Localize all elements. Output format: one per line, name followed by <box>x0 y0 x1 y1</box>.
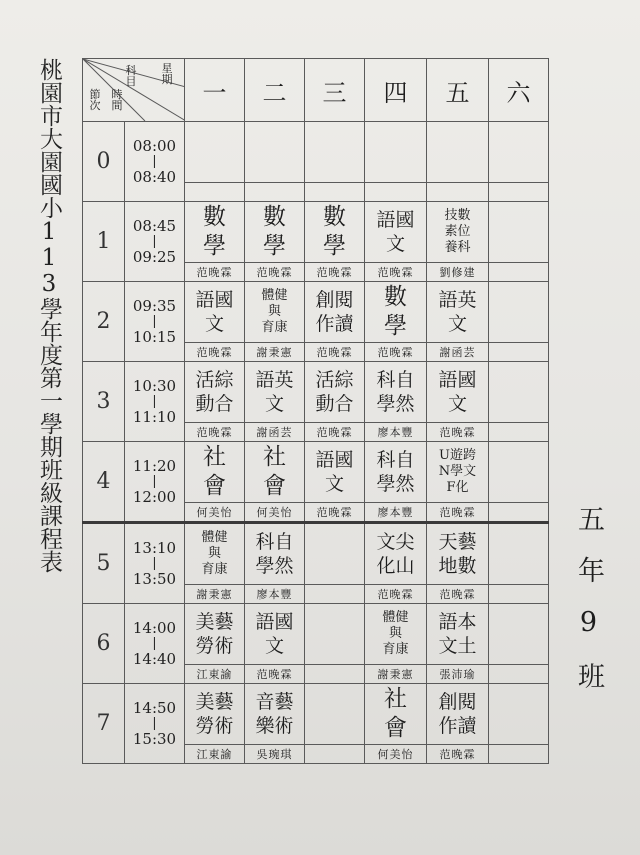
subject-cell: 體健 與 育康 <box>245 282 305 343</box>
subject-cell <box>305 604 365 665</box>
teacher-cell: 范晚霖 <box>185 263 245 282</box>
period-row <box>83 523 549 585</box>
subject-cell: 社 會 <box>365 684 427 745</box>
subject-cell: 語國 文 <box>427 362 489 423</box>
subject-cell: 天藝 地數 <box>427 523 489 585</box>
header-row <box>83 59 549 122</box>
subject-cell <box>305 523 365 585</box>
teacher-cell: 謝函芸 <box>427 343 489 362</box>
start-time: 09:35 <box>132 296 177 315</box>
subject-cell: 科自 學然 <box>365 362 427 423</box>
corner-label-time: 時間 <box>111 88 123 112</box>
teacher-cell <box>245 183 305 202</box>
subject-cell <box>489 684 549 745</box>
teacher-cell <box>489 263 549 282</box>
period-number: 5 <box>83 523 125 604</box>
period-time <box>125 684 185 764</box>
period-time <box>125 282 185 362</box>
subject-cell: 活綜 動合 <box>305 362 365 423</box>
time-separator: | <box>152 715 157 731</box>
subject-cell: 科自 學然 <box>365 442 427 503</box>
subject-cell: 語國 文 <box>245 604 305 665</box>
teacher-cell: 何美怡 <box>365 745 427 764</box>
teacher-cell <box>305 665 365 684</box>
teacher-cell: 范晚霖 <box>185 423 245 442</box>
teacher-cell: 江東諭 <box>185 745 245 764</box>
teacher-cell <box>427 183 489 202</box>
start-time: 14:00 <box>132 618 177 637</box>
time-separator: | <box>152 555 157 571</box>
period-time <box>125 604 185 684</box>
subject-cell: 科自 學然 <box>245 523 305 585</box>
teacher-cell <box>365 183 427 202</box>
period-time <box>125 362 185 442</box>
teacher-cell <box>489 343 549 362</box>
start-time: 10:30 <box>132 376 177 395</box>
time-separator: | <box>152 635 157 651</box>
class-label: 五年9班 <box>573 505 604 713</box>
teacher-cell: 何美怡 <box>245 503 305 523</box>
subject-cell: 語國 文 <box>365 202 427 263</box>
subject-cell: 語英 文 <box>427 282 489 343</box>
teacher-cell: 江東諭 <box>185 665 245 684</box>
subject-cell: 美藝 勞術 <box>185 604 245 665</box>
end-time: 09:25 <box>132 247 177 266</box>
subject-cell <box>489 122 549 183</box>
subject-cell: 活綜 動合 <box>185 362 245 423</box>
teacher-cell <box>489 745 549 764</box>
teacher-cell: 范晚霖 <box>427 745 489 764</box>
teacher-cell: 廖本豐 <box>245 585 305 604</box>
period-number: 1 <box>83 202 125 282</box>
corner-label-day: 星期 <box>161 62 173 86</box>
subject-cell: 創閱 作讀 <box>305 282 365 343</box>
period-number: 3 <box>83 362 125 442</box>
subject-cell <box>305 122 365 183</box>
time-separator: | <box>152 233 157 249</box>
teacher-cell <box>305 745 365 764</box>
period-time <box>125 202 185 282</box>
time-separator: | <box>152 393 157 409</box>
subject-cell: 語英 文 <box>245 362 305 423</box>
subject-cell: 數 學 <box>185 202 245 263</box>
teacher-cell: 范晚霖 <box>427 423 489 442</box>
teacher-cell: 廖本豐 <box>365 423 427 442</box>
start-time: 14:50 <box>132 698 177 717</box>
subject-cell <box>427 122 489 183</box>
subject-cell: 社 會 <box>245 442 305 503</box>
subject-cell: 數 學 <box>365 282 427 343</box>
period-row <box>83 604 549 665</box>
day-header-1: 一 <box>185 59 245 122</box>
end-time: 11:10 <box>132 407 177 426</box>
period-number: 4 <box>83 442 125 523</box>
subject-cell: 體健 與 育康 <box>365 604 427 665</box>
period-row <box>83 282 549 343</box>
corner-label-period: 節次 <box>89 88 101 112</box>
teacher-cell <box>489 423 549 442</box>
teacher-cell: 謝秉憲 <box>185 585 245 604</box>
teacher-cell <box>489 183 549 202</box>
subject-cell: 體健 與 育康 <box>185 523 245 585</box>
teacher-cell: 范晚霖 <box>185 343 245 362</box>
day-header-3: 三 <box>305 59 365 122</box>
subject-cell <box>489 523 549 585</box>
period-row <box>83 202 549 263</box>
day-header-5: 五 <box>427 59 489 122</box>
subject-cell <box>185 122 245 183</box>
teacher-cell <box>489 665 549 684</box>
end-time: 15:30 <box>132 729 177 748</box>
period-number: 0 <box>83 122 125 202</box>
end-time: 14:40 <box>132 649 177 668</box>
period-row <box>83 122 549 183</box>
subject-cell <box>489 604 549 665</box>
subject-cell: 技數 素位 養科 <box>427 202 489 263</box>
teacher-cell <box>489 585 549 604</box>
subject-cell <box>489 362 549 423</box>
subject-cell: 音藝 樂術 <box>245 684 305 745</box>
teacher-cell: 范晚霖 <box>305 343 365 362</box>
start-time: 08:00 <box>132 136 177 155</box>
subject-cell <box>245 122 305 183</box>
subject-cell: 語國 文 <box>185 282 245 343</box>
day-header-2: 二 <box>245 59 305 122</box>
teacher-cell: 范晚霖 <box>365 585 427 604</box>
time-separator: | <box>152 153 157 169</box>
subject-cell: 語國 文 <box>305 442 365 503</box>
subject-cell <box>489 442 549 503</box>
period-number: 6 <box>83 604 125 684</box>
teacher-cell: 范晚霖 <box>305 423 365 442</box>
time-separator: | <box>152 313 157 329</box>
teacher-cell <box>185 183 245 202</box>
timetable-body <box>83 122 549 764</box>
teacher-cell: 謝函芸 <box>245 423 305 442</box>
teacher-cell: 張沛瑜 <box>427 665 489 684</box>
end-time: 10:15 <box>132 327 177 346</box>
period-time <box>125 523 185 604</box>
teacher-cell: 范晚霖 <box>427 585 489 604</box>
teacher-cell: 范晚霖 <box>245 665 305 684</box>
teacher-cell: 劉修建 <box>427 263 489 282</box>
period-time <box>125 122 185 202</box>
subject-cell <box>305 684 365 745</box>
teacher-cell: 范晚霖 <box>365 263 427 282</box>
period-time <box>125 442 185 523</box>
period-number: 2 <box>83 282 125 362</box>
teacher-cell <box>305 585 365 604</box>
subject-cell: 文尖 化山 <box>365 523 427 585</box>
period-number: 7 <box>83 684 125 764</box>
period-row <box>83 362 549 423</box>
subject-cell: 數 學 <box>245 202 305 263</box>
day-header-4: 四 <box>365 59 427 122</box>
teacher-cell <box>489 503 549 523</box>
teacher-cell: 范晚霖 <box>427 503 489 523</box>
corner-cell <box>83 59 185 122</box>
day-header-6: 六 <box>489 59 549 122</box>
start-time: 11:20 <box>132 456 177 475</box>
subject-cell: 美藝 勞術 <box>185 684 245 745</box>
schedule-title: 桃園市大園國小113學年度第一學期班級課程表 <box>36 58 62 573</box>
start-time: 08:45 <box>132 216 177 235</box>
teacher-cell: 范晚霖 <box>245 263 305 282</box>
teacher-cell: 何美怡 <box>185 503 245 523</box>
teacher-cell: 范晚霖 <box>365 343 427 362</box>
subject-cell: 語本 文土 <box>427 604 489 665</box>
teacher-cell: 謝秉憲 <box>365 665 427 684</box>
subject-cell <box>365 122 427 183</box>
end-time: 12:00 <box>132 487 177 506</box>
end-time: 13:50 <box>132 569 177 588</box>
subject-cell: U遊跨 N學文 F化 <box>427 442 489 503</box>
subject-cell: 社 會 <box>185 442 245 503</box>
teacher-cell: 廖本豐 <box>365 503 427 523</box>
start-time: 13:10 <box>132 538 177 557</box>
corner-label-subject: 科目 <box>125 64 137 88</box>
teacher-cell: 范晚霖 <box>305 263 365 282</box>
subject-cell <box>489 282 549 343</box>
time-separator: | <box>152 473 157 489</box>
period-row <box>83 684 549 745</box>
teacher-cell: 范晚霖 <box>305 503 365 523</box>
period-row <box>83 442 549 503</box>
teacher-cell: 吳琬琪 <box>245 745 305 764</box>
teacher-cell: 謝秉憲 <box>245 343 305 362</box>
end-time: 08:40 <box>132 167 177 186</box>
subject-cell: 創閱 作讀 <box>427 684 489 745</box>
subject-cell: 數 學 <box>305 202 365 263</box>
timetable <box>82 58 549 764</box>
subject-cell <box>489 202 549 263</box>
teacher-cell <box>305 183 365 202</box>
